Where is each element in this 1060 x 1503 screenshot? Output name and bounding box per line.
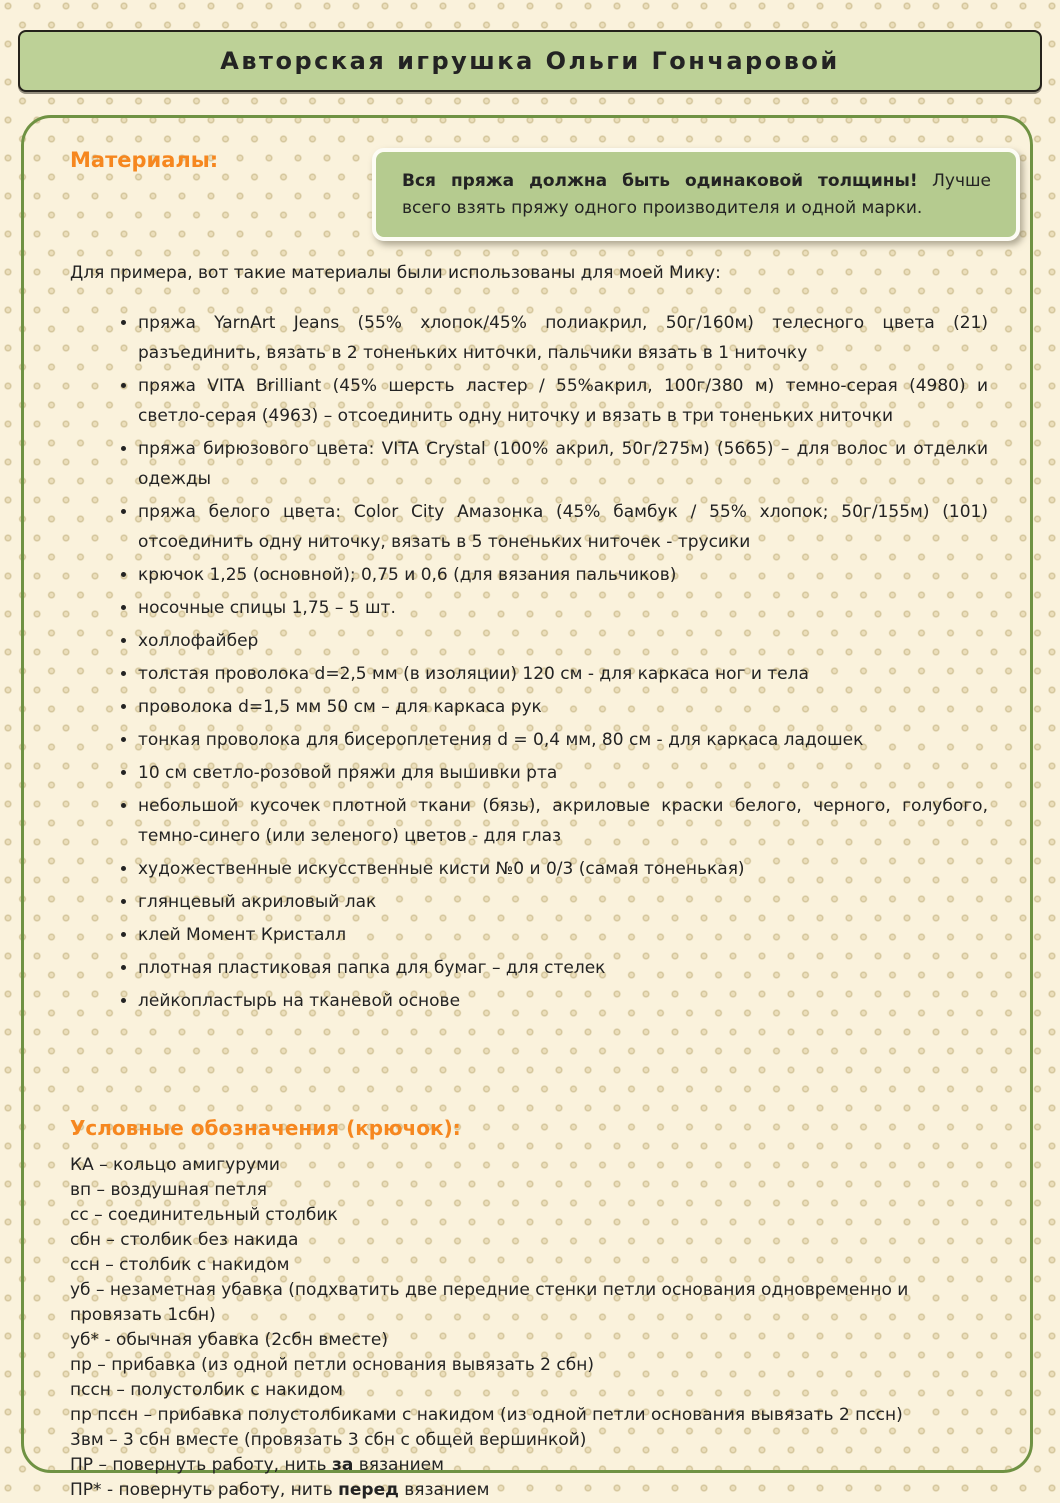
material-item: • глянцевый акриловый лак	[138, 887, 990, 917]
legend-heading: Условные обозначения (крючок):	[70, 1116, 461, 1140]
material-item: • толстая проволока d=2,5 мм (в изоляции) 120 см - для каркаса ног и тела	[138, 659, 990, 689]
material-item: • проволока d=1,5 мм 50 см – для каркаса рук	[138, 692, 990, 722]
title-banner	[18, 30, 1042, 92]
legend-item: уб – незаметная убавка (подхватить две передние стенки петли основания одновременно и провязать 1сбн)	[70, 1280, 909, 1325]
legend-item-bold: перед	[338, 1480, 399, 1500]
yarn-note-rest: Лучше всего взять пряжу одного производителя и одной марки.	[402, 171, 992, 218]
legend-item: уб* - обычная убавка (2сбн вместе)	[70, 1330, 389, 1350]
material-item: • носочные спицы 1,75 – 5 шт.	[138, 593, 990, 623]
material-item: • пряжа бирюзового цвета: VITA Crystal (100% акрил, 50г/275м) (5665) – для волос и отделки одежды	[138, 434, 990, 494]
legend-item-pre: ПР – повернуть работу, нить	[70, 1455, 332, 1475]
legend-item: пр – прибавка (из одной петли основания вывязать 2 сбн)	[70, 1355, 594, 1375]
legend-item: пр пссн – прибавка полустолбиками с накидом (из одной петли основания вывязать 2 пссн)	[70, 1405, 903, 1425]
legend-list	[70, 1153, 990, 1503]
materials-heading: Материалы:	[70, 148, 219, 172]
legend-item: сс – соединительный столбик	[70, 1205, 338, 1225]
legend-item: сбн – столбик без накида	[70, 1230, 299, 1250]
material-item: • крючок 1,25 (основной); 0,75 и 0,6 (для вязания пальчиков)	[138, 560, 990, 590]
material-item: • пряжа белого цвета: Color City Амазонка (45% бамбук / 55% хлопок; 50г/155м) (101) отсоединить одну ниточку, вязать в 5 тоненьких ниточек - трусики	[138, 497, 990, 557]
materials-intro: Для примера, вот такие материалы были использованы для моей Мику:	[70, 263, 721, 283]
legend-item	[70, 1478, 990, 1503]
material-item: • 10 см светло-розовой пряжи для вышивки рта	[138, 758, 990, 788]
material-item: • лейкопластырь на тканевой основе	[138, 986, 990, 1016]
content-panel	[21, 115, 1033, 1500]
yarn-note-callout	[372, 148, 1020, 241]
material-item: • плотная пластиковая папка для бумаг – для стелек	[138, 953, 990, 983]
page-title: Авторская игрушка Ольги Гончаровой	[220, 47, 840, 75]
legend-item-pre: ПР* - повернуть работу, нить	[70, 1480, 339, 1500]
legend-item: вп – воздушная петля	[70, 1180, 268, 1200]
legend-item-bold: за	[331, 1455, 354, 1475]
material-item: • художественные искусственные кисти №0 и 0/3 (самая тоненькая)	[138, 854, 990, 884]
legend-item: КА – кольцо амигуруми	[70, 1155, 280, 1175]
material-item: • клей Момент Кристалл	[138, 920, 990, 950]
material-item: • небольшой кусочек плотной ткани (бязь), акриловые краски белого, черного, голубого, темно-синего (или зеленого) цветов - для глаз	[138, 791, 990, 851]
material-item: • пряжа VITA Brilliant (45% шерсть ластер / 55%акрил, 100г/380 м) темно-серая (4980) и светло-серая (4963) – отсоединить одну ниточку и вязать в три тоненьких ниточки	[138, 371, 990, 431]
legend-item-post: вязанием	[398, 1480, 490, 1500]
material-item: • холлофайбер	[138, 626, 990, 656]
legend-item: пссн – полустолбик с накидом	[70, 1380, 343, 1400]
legend-item: ссн – столбик с накидом	[70, 1255, 290, 1275]
legend-item	[70, 1453, 990, 1478]
materials-list	[70, 308, 990, 1016]
yarn-note-bold: Вся пряжа должна быть одинаковой толщины!	[402, 171, 918, 191]
material-item: • тонкая проволока для бисероплетения d = 0,4 мм, 80 см - для каркаса ладошек	[138, 725, 990, 755]
yarn-note-text	[402, 168, 991, 222]
legend-item: 3вм – 3 сбн вместе (провязать 3 сбн с общей вершинкой)	[70, 1430, 587, 1450]
legend-item-post: вязанием	[353, 1455, 444, 1475]
material-item: • пряжа YarnArt Jeans (55% хлопок/45% полиакрил, 50г/160м) телесного цвета (21) разъединить, вязать в 2 тоненьких ниточки, пальчики вязать в 1 ниточку	[138, 308, 990, 368]
